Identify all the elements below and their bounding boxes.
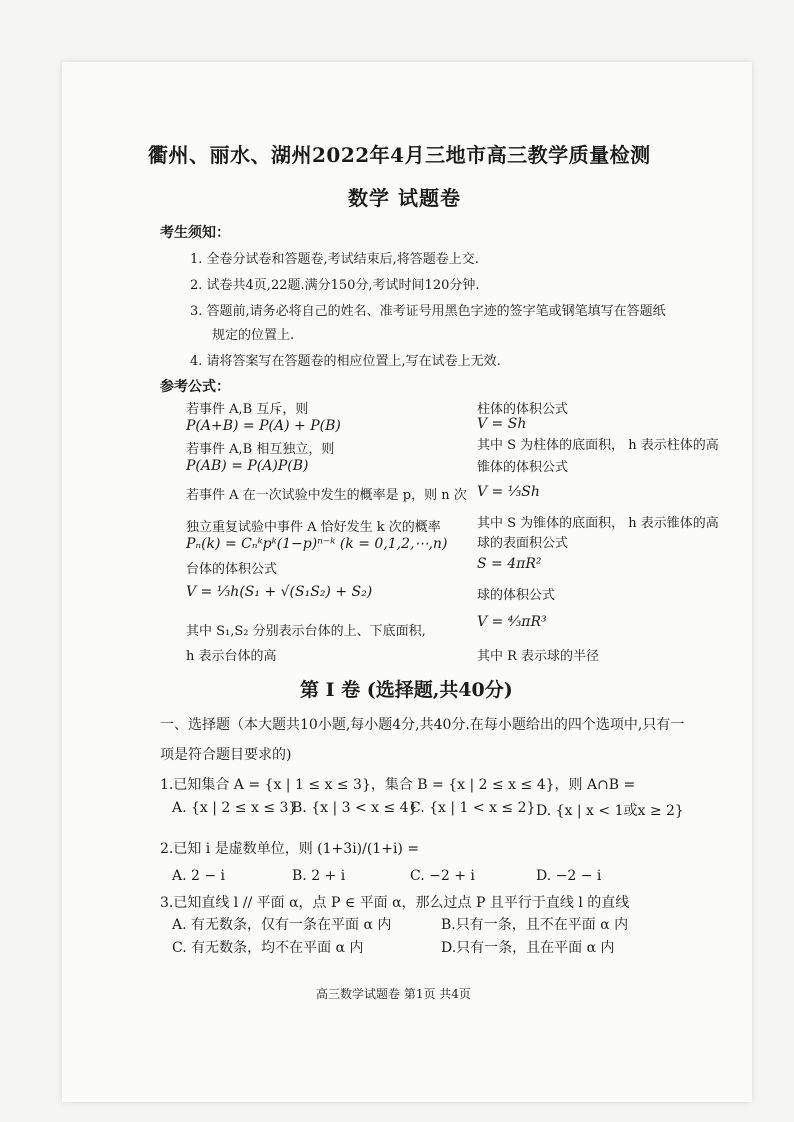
formula-text: 球的体积公式 bbox=[477, 588, 556, 603]
formula-expr: V = ⅓h(S₁ + √(S₁S₂) + S₂) bbox=[186, 584, 373, 600]
formula-text: 柱体的体积公式 bbox=[477, 402, 569, 417]
formula-expr: S = 4πR² bbox=[477, 556, 542, 572]
question-option: A. {x | 2 ≤ x ≤ 3} bbox=[172, 800, 298, 816]
question-stem: 1.已知集合 A = {x | 1 ≤ x ≤ 3}，集合 B = {x | 2 ≤ x ≤ 4}，则 A∩B = bbox=[160, 777, 636, 793]
formula-text: 若事件 A,B 相互独立，则 bbox=[186, 442, 335, 457]
question-option: A. 有无数条，仅有一条在平面 α 内 bbox=[172, 917, 392, 933]
formula-text: 台体的体积公式 bbox=[186, 562, 278, 577]
formula-text: h 表示台体的高 bbox=[186, 649, 277, 664]
notice-item: 3. 答题前,请务必将自己的姓名、准考证号用黑色字迹的签字笔或钢笔填写在答题纸 bbox=[190, 304, 666, 319]
question-stem: 3.已知直线 l // 平面 α，点 P ∈ 平面 α，那么过点 P 且平行于直线 l 的直线 bbox=[160, 895, 630, 911]
formula-text: 其中 R 表示球的半径 bbox=[477, 649, 600, 664]
formula-text: 其中 S₁,S₂ 分别表示台体的上、下底面积, bbox=[186, 624, 426, 639]
formula-expr: P(A+B) = P(A) + P(B) bbox=[186, 418, 341, 434]
question-option: C. {x | 1 < x ≤ 2} bbox=[410, 800, 536, 816]
question-option: C. 有无数条，均不在平面 α 内 bbox=[172, 940, 364, 956]
formulas-heading: 参考公式： bbox=[160, 379, 230, 395]
question-option: D. −2 − i bbox=[536, 868, 602, 884]
formula-text: 独立重复试验中事件 A 恰好发生 k 次的概率 bbox=[186, 520, 441, 535]
formula-text: 球的表面积公式 bbox=[477, 536, 569, 551]
question-option: D.只有一条，且在平面 α 内 bbox=[441, 940, 615, 956]
question-stem: 2.已知 i 是虚数单位，则 (1+3i)/(1+i) = bbox=[160, 841, 420, 857]
exam-paper bbox=[62, 62, 752, 1102]
page-subtitle: 数学 试题卷 bbox=[348, 186, 461, 210]
question-option: B. {x | 3 < x ≤ 4} bbox=[292, 800, 418, 816]
formula-text: 其中 S 为锥体的底面积， h 表示锥体的高 bbox=[477, 516, 719, 531]
question-option: A. 2 − i bbox=[172, 868, 226, 884]
page-footer: 高三数学试题卷 第1页 共4页 bbox=[316, 987, 471, 1001]
formula-expr: Pₙ(k) = Cₙᵏpᵏ(1−p)ⁿ⁻ᵏ (k = 0,1,2,⋯,n) bbox=[186, 536, 448, 552]
formula-text: 锥体的体积公式 bbox=[477, 460, 569, 475]
notice-item: 2. 试卷共4页,22题.满分150分,考试时间120分钟. bbox=[190, 278, 480, 293]
question-option: C. −2 + i bbox=[410, 868, 475, 884]
notice-item: 规定的位置上. bbox=[212, 328, 295, 343]
formula-text: 其中 S 为柱体的底面积， h 表示柱体的高 bbox=[477, 438, 719, 453]
section-title: 第 Ⅰ 卷 (选择题,共40分) bbox=[300, 679, 513, 701]
notice-item: 4. 请将答案写在答题卷的相应位置上,写在试卷上无效. bbox=[190, 354, 501, 369]
formula-expr: P(AB) = P(A)P(B) bbox=[186, 458, 309, 474]
page-title: 衢州、丽水、湖州2022年4月三地市高三教学质量检测 bbox=[148, 143, 651, 167]
question-option: B.只有一条，且不在平面 α 内 bbox=[441, 917, 629, 933]
formula-expr: V = ⅓Sh bbox=[477, 484, 540, 500]
formula-text: 若事件 A 在一次试验中发生的概率是 p，则 n 次 bbox=[186, 488, 467, 503]
notice-item: 1. 全卷分试卷和答题卷,考试结束后,将答题卷上交. bbox=[190, 252, 479, 267]
formula-text: 若事件 A,B 互斥，则 bbox=[186, 402, 309, 417]
section-intro: 一、选择题（本大题共10小题,每小题4分,共40分.在每小题给出的四个选项中,只有一 bbox=[160, 717, 685, 733]
section-intro: 项是符合题目要求的) bbox=[160, 747, 292, 763]
question-option: D. {x | x < 1或x ≥ 2} bbox=[536, 803, 684, 819]
notice-heading: 考生须知： bbox=[160, 225, 230, 241]
question-option: B. 2 + i bbox=[292, 868, 346, 884]
formula-expr: V = ⁴⁄₃πR³ bbox=[477, 614, 547, 630]
formula-expr: V = Sh bbox=[477, 416, 527, 432]
